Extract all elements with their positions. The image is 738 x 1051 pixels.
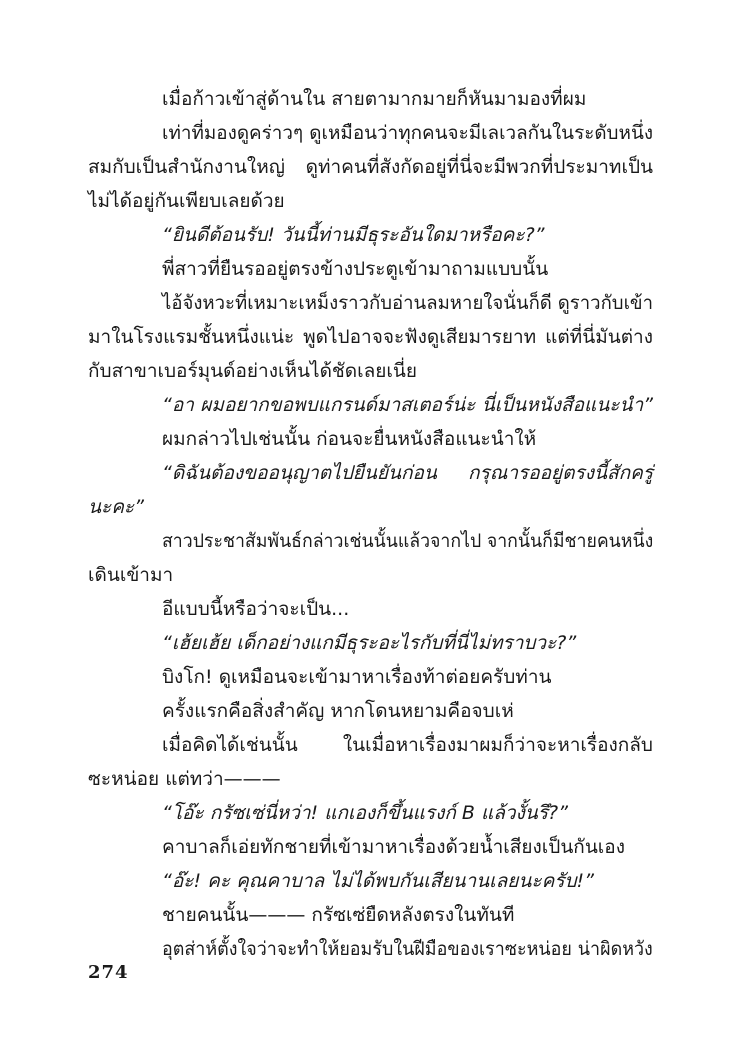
dialogue-line-7: “อ๊ะ! คะ คุณคาบาล ไม่ได้พบกันเสียนานเลยนะครับ!”	[162, 870, 595, 892]
paragraph-line-17: คาบาลก็เอ่ยทักชายที่เข้ามาหาเรื่องด้วยน้ำเสียงเป็นกันเอง	[162, 836, 625, 858]
dialogue-line-6: “โอ๊ะ กรัซเซ่นี่หว่า! แกเองก็ขึ้นแรงก์ B แล้วงั้นรึ?”	[162, 802, 568, 824]
paragraph-line-2: เท่าที่มองดูคร่าวๆ ดูเหมือนว่าทุกคนจะมีเลเวลกันในระดับหนึ่ง	[162, 122, 654, 144]
dialogue-line-1: “ยินดีต้อนรับ! วันนี้ท่านมีธุระอันใดมาหรือคะ?”	[162, 224, 545, 246]
paragraph-line-5: พี่สาวที่ยืนรออยู่ตรงข้างประตูเข้ามาถามแบบนั้น	[162, 258, 549, 280]
paragraph-line-13: บิงโก! ดูเหมือนจะเข้ามาหาเรื่องท้าต่อยครับท่าน	[162, 666, 552, 688]
paragraph-line-6: ไอ้จังหวะที่เหมาะเหม็งราวกับอ่านลมหายใจนั่นก็ดี ดูราวกับเข้า	[162, 292, 654, 314]
paragraph-line-1: เมื่อก้าวเข้าสู่ด้านใน สายตามากมายก็หันมามองที่ผม	[162, 88, 587, 110]
paragraph-line-8: กับสาขาเบอร์มุนด์อย่างเห็นได้ชัดเลยเนี่ย	[88, 360, 418, 382]
dialogue-line-4: นะคะ”	[88, 496, 144, 518]
dialogue-line-3: “ดิฉันต้องขออนุญาตไปยืนยันก่อน กรุณารออยู่ตรงนี้สักครู่	[162, 462, 653, 484]
dialogue-line-2: “อา ผมอยากขอพบแกรนด์มาสเตอร์น่ะ นี่เป็นหนังสือแนะนำ”	[162, 394, 653, 416]
dialogue-line-5: “เฮ้ยเฮ้ย เด็กอย่างแกมีธุระอะไรกับที่นี่ไม่ทราบวะ?”	[162, 632, 577, 654]
paragraph-line-10: สาวประชาสัมพันธ์กล่าวเช่นนั้นแล้วจากไป จากนั้นก็มีชายคนหนึ่ง	[162, 530, 654, 552]
paragraph-line-16: ซะหน่อย แต่ทว่า———	[88, 768, 281, 790]
paragraph-line-12: อีแบบนี้หรือว่าจะเป็น...	[162, 598, 350, 620]
page-number: 274	[88, 962, 129, 983]
paragraph-line-18: ชายคนนั้น——— กรัซเซ่ยืดหลังตรงในทันที	[162, 904, 515, 926]
paragraph-line-19: อุตส่าห์ตั้งใจว่าจะทำให้ยอมรับในฝีมือของเราซะหน่อย น่าผิดหวัง	[162, 938, 653, 960]
paragraph-line-4: ไม่ได้อยู่กันเพียบเลยด้วย	[88, 190, 285, 212]
paragraph-line-14: ครั้งแรกคือสิ่งสำคัญ หากโดนหยามคือจบเห่	[162, 700, 514, 722]
paragraph-line-3: สมกับเป็นสำนักงานใหญ่ ดูท่าคนที่สังกัดอยู่ที่นี่จะมีพวกที่ประมาทเป็น	[88, 156, 653, 178]
paragraph-line-15: เมื่อคิดได้เช่นนั้น ในเมื่อหาเรื่องมาผมก็ว่าจะหาเรื่องกลับ	[162, 734, 653, 756]
paragraph-line-11: เดินเข้ามา	[88, 564, 174, 586]
paragraph-line-9: ผมกล่าวไปเช่นนั้น ก่อนจะยื่นหนังสือแนะนำให้	[162, 428, 537, 450]
paragraph-line-7: มาในโรงแรมชั้นหนึ่งแน่ะ พูดไปอาจจะฟังดูเสียมารยาท แต่ที่นี่มันต่าง	[88, 326, 653, 348]
